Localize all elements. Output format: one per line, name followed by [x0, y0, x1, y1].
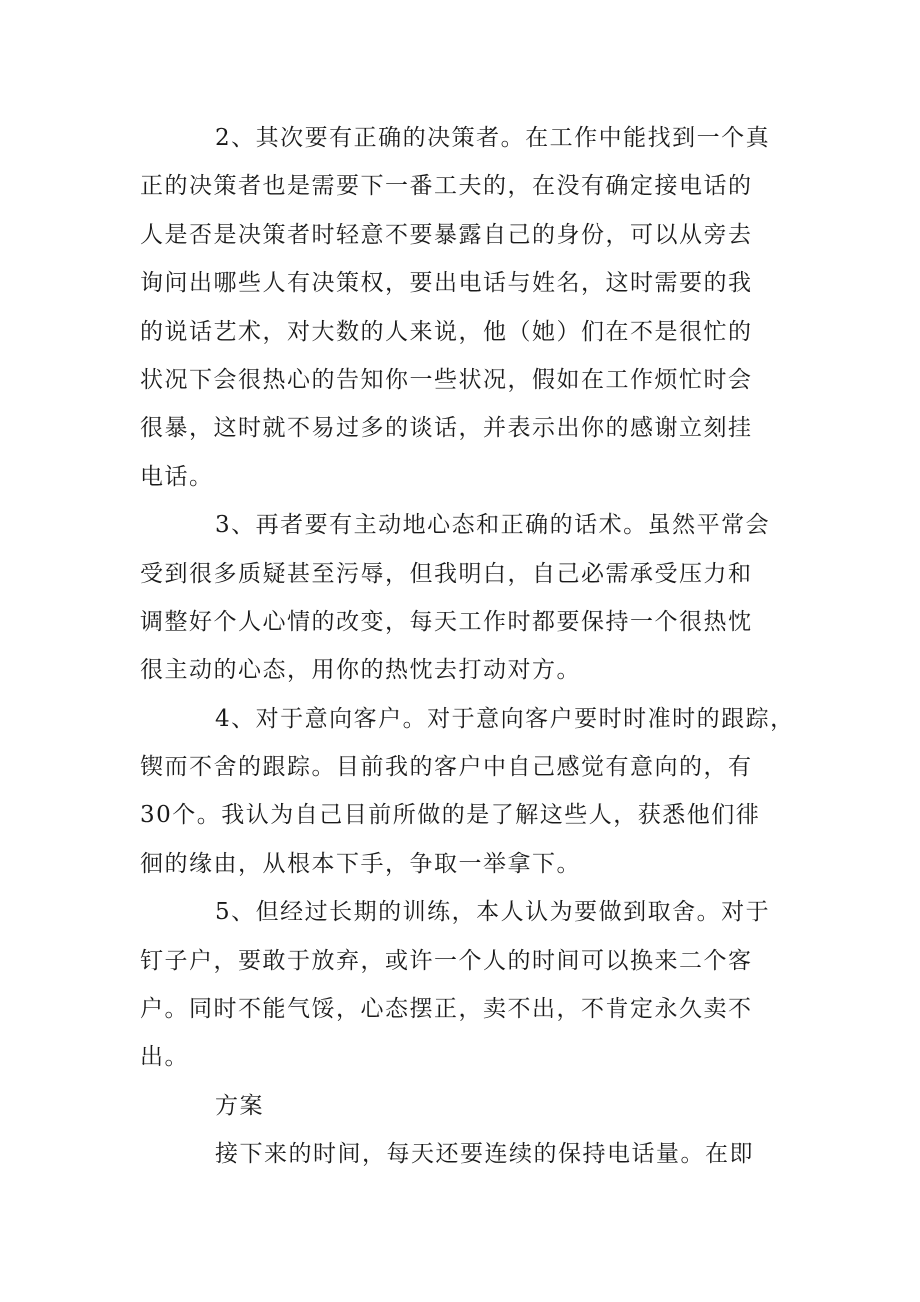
- text-line: 5、但经过长期的训练，本人认为要做到取舍。对于: [215, 899, 771, 926]
- text-line: 状况下会很热心的告知你一些状况，假如在工作烦忙时会: [140, 366, 753, 393]
- text-line: 调整好个人心情的改变，每天工作时都要保持一个很热忱: [140, 608, 753, 635]
- text-line: 4、对于意向客户。对于意向客户要时时准时的跟踪，: [215, 705, 795, 732]
- text-line: 询问出哪些人有决策权，要出电话与姓名，这时需要的我: [140, 270, 753, 297]
- text-line: 户。同时不能气馁，心态摆正，卖不出，不肯定永久卖不: [140, 996, 753, 1023]
- text-line: 锲而不舍的跟踪。目前我的客户中自己感觉有意向的，有: [140, 754, 753, 781]
- text-line: 3、再者要有主动地心态和正确的话术。虽然平常会: [215, 512, 771, 539]
- document-body: [140, 114, 795, 1179]
- text-line: 30个。我认为自己目前所做的是了解这些人，获悉他们徘: [140, 802, 761, 829]
- text-line: 接下来的时间，每天还要连续的保持电话量。在即: [215, 1141, 754, 1168]
- text-line: 2、其次要有正确的决策者。在工作中能找到一个真: [215, 125, 771, 151]
- text-line: 钉子户，要敢于放弃，或许一个人的时间可以换来二个客: [140, 947, 753, 974]
- text-line: 徊的缘由，从根本下手，争取一举拿下。: [140, 850, 581, 877]
- text-line: 的说话艺术，对大数的人来说，他（她）们在不是很忙的: [140, 318, 753, 345]
- text-line: 受到很多质疑甚至污辱，但我明白，自己必需承受压力和: [140, 560, 753, 587]
- text-line: 很主动的心态，用你的热忱去打动对方。: [140, 657, 581, 684]
- text-line: 人是否是决策者时轻意不要暴露自己的身份，可以从旁去: [140, 221, 753, 248]
- text-line: 方案: [215, 1092, 264, 1119]
- text-line: 电话。: [140, 463, 214, 490]
- text-line: 正的决策者也是需要下一番工夫的，在没有确定接电话的: [140, 173, 753, 200]
- text-line: 很暴，这时就不易过多的谈话，并表示出你的感谢立刻挂: [140, 415, 753, 442]
- text-line: 出。: [140, 1044, 189, 1071]
